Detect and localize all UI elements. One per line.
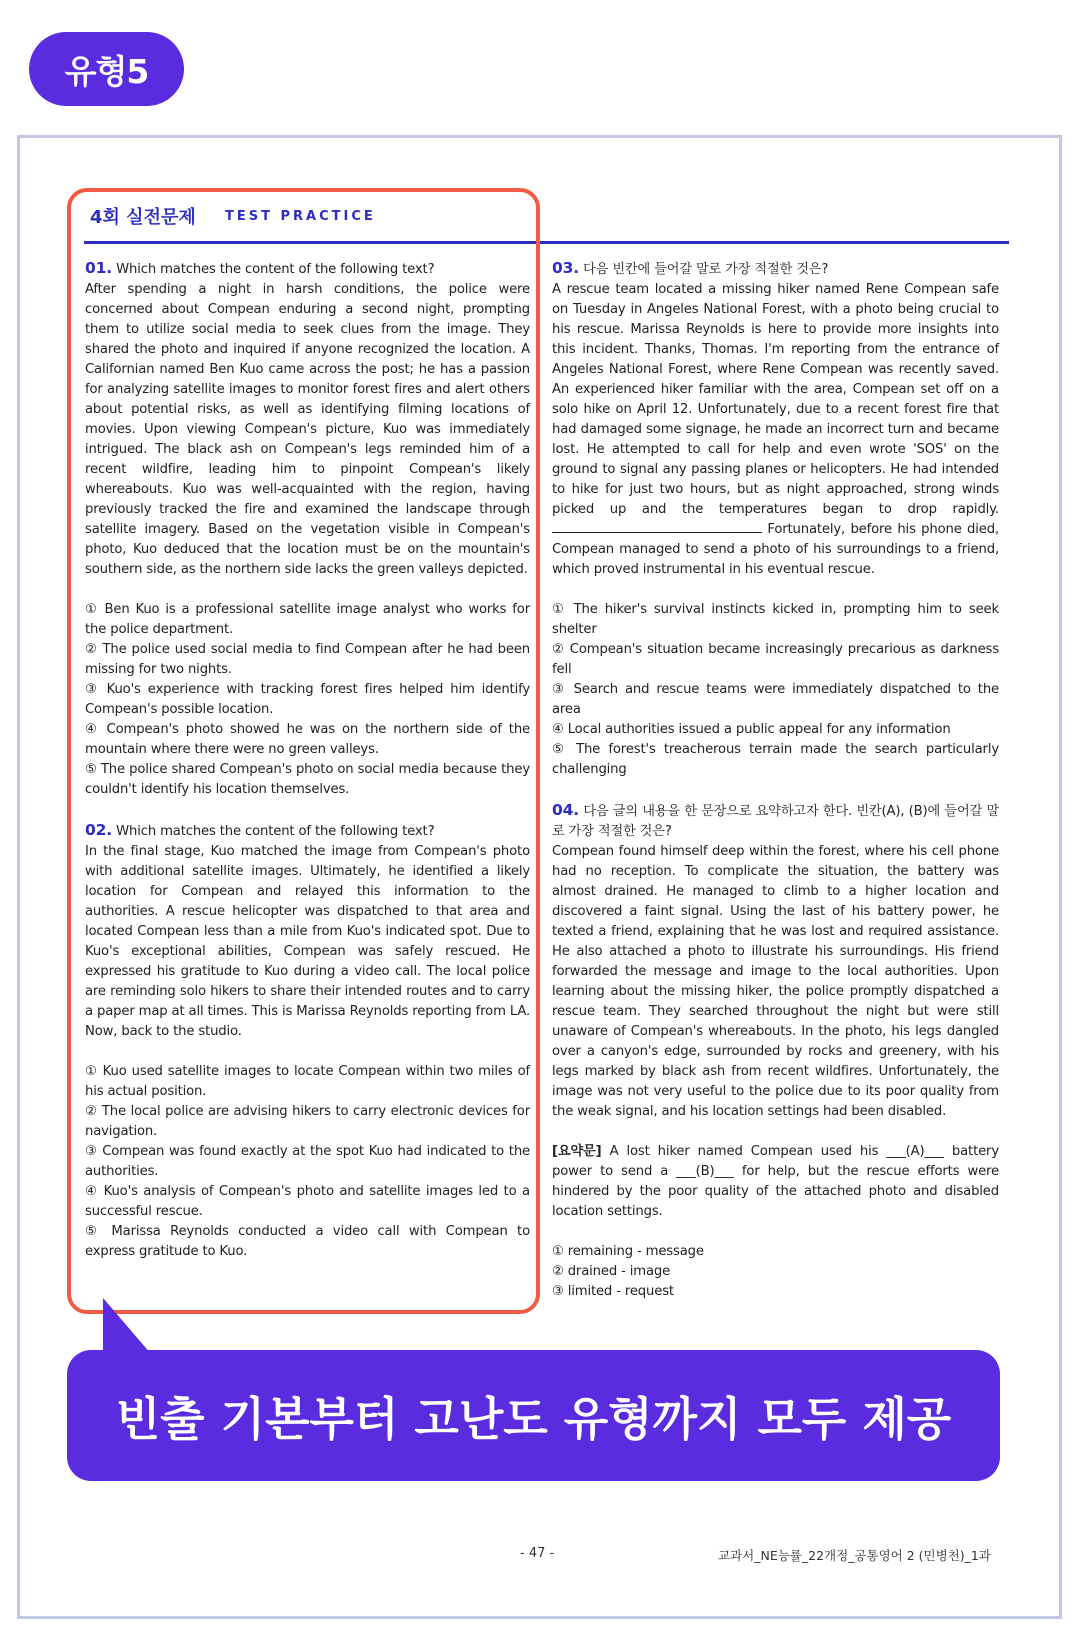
question-3-heading [552, 258, 999, 280]
section-subtitle: TEST PRACTICE [225, 209, 376, 224]
question-prompt: Which matches the content of the following text? [116, 824, 435, 839]
q3-option-3[interactable]: ③ Search and rescue teams were immediately dispatched to the area [552, 682, 999, 717]
promo-banner: 빈출 기본부터 고난도 유형까지 모두 제공 [67, 1350, 1000, 1481]
q1-option-5[interactable]: ⑤ The police shared Compean's photo on social media because they couldn't identify his location themselves. [85, 762, 530, 797]
q2-option-2[interactable]: ② The local police are advising hikers to carry electronic devices for navigation. [85, 1104, 530, 1139]
passage-after-blank: Fortunately, before his phone died, Compean managed to send a photo of his surroundings to a friend, which proved instrumental in his eventual rescue. [552, 522, 999, 577]
q3-option-2[interactable]: ② Compean's situation became increasingly precarious as darkness fell [552, 642, 999, 677]
question-4-heading [552, 800, 999, 842]
q2-option-1[interactable]: ① Kuo used satellite images to locate Compean within two miles of his actual position. [85, 1064, 530, 1099]
right-column [552, 258, 999, 1302]
q3-option-4[interactable]: ④ Local authorities issued a public appeal for any information [552, 722, 951, 737]
page-number: - 47 - [520, 1546, 555, 1561]
question-number: 01. [85, 259, 113, 277]
question-number: 02. [85, 821, 113, 839]
question-prompt: 다음 빈칸에 들어갈 말로 가장 적절한 것은? [583, 262, 829, 277]
q4-option-1[interactable]: ① remaining - message [552, 1244, 704, 1259]
q4-option-2[interactable]: ② drained - image [552, 1264, 671, 1279]
footer-source: 교과서_NE능률_22개정_공통영어 2 (민병천)_1과 [718, 1548, 991, 1563]
question-2-passage: In the final stage, Kuo matched the image from Compean's photo with additional satellite images. Ultimately, he identified a likely location for Compean and relayed this information to the authorities. A rescue helicopter was dispatched to that area and located Compean less than a mile from Kuo's indicated spot. Due to Kuo's exceptional abilities, Compean was safely rescued. He expressed his gratitude to Kuo during a video call. The local police are reminding solo hikers to share their intended routes and to carry a paper map at all times. This is Marissa Reynolds reporting from LA. Now, back to the studio. [85, 844, 530, 1039]
question-number: 03. [552, 259, 580, 277]
q4-option-3[interactable]: ③ limited - request [552, 1284, 674, 1299]
question-prompt: 다음 글의 내용을 한 문장으로 요약하고자 한다. 빈칸(A), (B)에 들어갈 말로 가장 적절한 것은? [552, 804, 999, 839]
summary-tag: [요약문] [552, 1144, 602, 1159]
q1-option-2[interactable]: ② The police used social media to find Compean after he had been missing for two nights. [85, 642, 530, 677]
question-number: 04. [552, 801, 580, 819]
q1-option-3[interactable]: ③ Kuo's experience with tracking forest fires helped him identify Compean's possible location. [85, 682, 530, 717]
question-1-passage: After spending a night in harsh conditions, the police were concerned about Compean enduring a second night, prompting them to utilize social media to seek clues from the image. They shared the photo and inquired if anyone recognized the location. A Californian named Ben Kuo came across the post; he has a passion for analyzing satellite images to monitor forest fires and alert others about potential risks, as well as identifying filming locations of movies. Upon viewing Compean's picture, Kuo was immediately intrigued. The black ash on Compean's legs reminded him of a recent wildfire, leading him to pinpoint Compean's likely whereabouts. Kuo was well-acquainted with the region, having previously tracked the fire and examined the landscape through satellite imagery. Based on the vegetation visible in Compean's photo, Kuo deduced that the location must be on the mountain's southern side, as the northern side lacks the green valleys depicted. [85, 282, 530, 577]
q2-option-4[interactable]: ④ Kuo's analysis of Compean's photo and satellite images led to a successful rescue. [85, 1184, 530, 1219]
type-badge: 유형5 [29, 32, 184, 106]
highlight-box [67, 188, 540, 1314]
passage-before-blank: A rescue team located a missing hiker named Rene Compean safe on Tuesday in Angeles National Forest, with a photo being crucial to his rescue. Marissa Reynolds is here to provide more insights into this incident. Thanks, Thomas. I'm reporting from the entrance of Angeles National Forest, where Rene Compean was recently saved. An experienced hiker familiar with the area, Compean set off on a solo hike on April 12. Unfortunately, due to a recent forest fire that had damaged some signage, he made an incorrect turn and became lost. He attempted to call for help and even wrote 'SOS' on the ground to signal any passing planes or helicopters. He had intended to hike for just two hours, but as night approached, strong winds picked up and the temperatures began to drop rapidly. [552, 282, 999, 517]
summary-sentence [552, 1142, 999, 1222]
callout-tail [103, 1298, 151, 1354]
question-3-passage [552, 280, 999, 580]
q2-option-3[interactable]: ③ Compean was found exactly at the spot Kuo had indicated to the authorities. [85, 1144, 530, 1179]
q1-option-1[interactable]: ① Ben Kuo is a professional satellite image analyst who works for the police department. [85, 602, 530, 637]
answer-blank [552, 520, 762, 533]
section-title: 4회 실전문제 [90, 207, 196, 228]
q3-option-1[interactable]: ① The hiker's survival instincts kicked in, prompting him to seek shelter [552, 602, 999, 637]
question-prompt: Which matches the content of the following text? [116, 262, 435, 277]
q2-option-5[interactable]: ⑤ Marissa Reynolds conducted a video call with Compean to express gratitude to Kuo. [85, 1224, 530, 1259]
question-4-passage: Compean found himself deep within the forest, where his cell phone had no reception. To complicate the situation, the battery was almost drained. He managed to climb to a higher location and discovered a faint signal. Using the last of his battery power, he texted a friend, explaining that he was lost and required assistance. He also attached a photo to illustrate his surroundings. His friend forwarded the message and image to the local authorities. Upon learning about the missing hiker, the police promptly dispatched a rescue team. They searched throughout the night but were still unaware of Compean's whereabouts. In the photo, his legs dangled over a canyon's edge, surrounded by rocks and greenery, with his legs marked by black ash from recent wildfires. Unfortunately, the image was not very useful to the police due to its poor quality from the weak signal, and his location settings had been disabled. [552, 844, 999, 1119]
q1-option-4[interactable]: ④ Compean's photo showed he was on the northern side of the mountain where there were no green valleys. [85, 722, 530, 757]
q3-option-5[interactable]: ⑤ The forest's treacherous terrain made the search particularly challenging [552, 742, 999, 777]
summary-text: A lost hiker named Compean used his ___(A)___ battery power to send a ___(B)___ for help, but the rescue efforts were hindered by the poor quality of the attached photo and disabled location settings. [552, 1144, 999, 1219]
